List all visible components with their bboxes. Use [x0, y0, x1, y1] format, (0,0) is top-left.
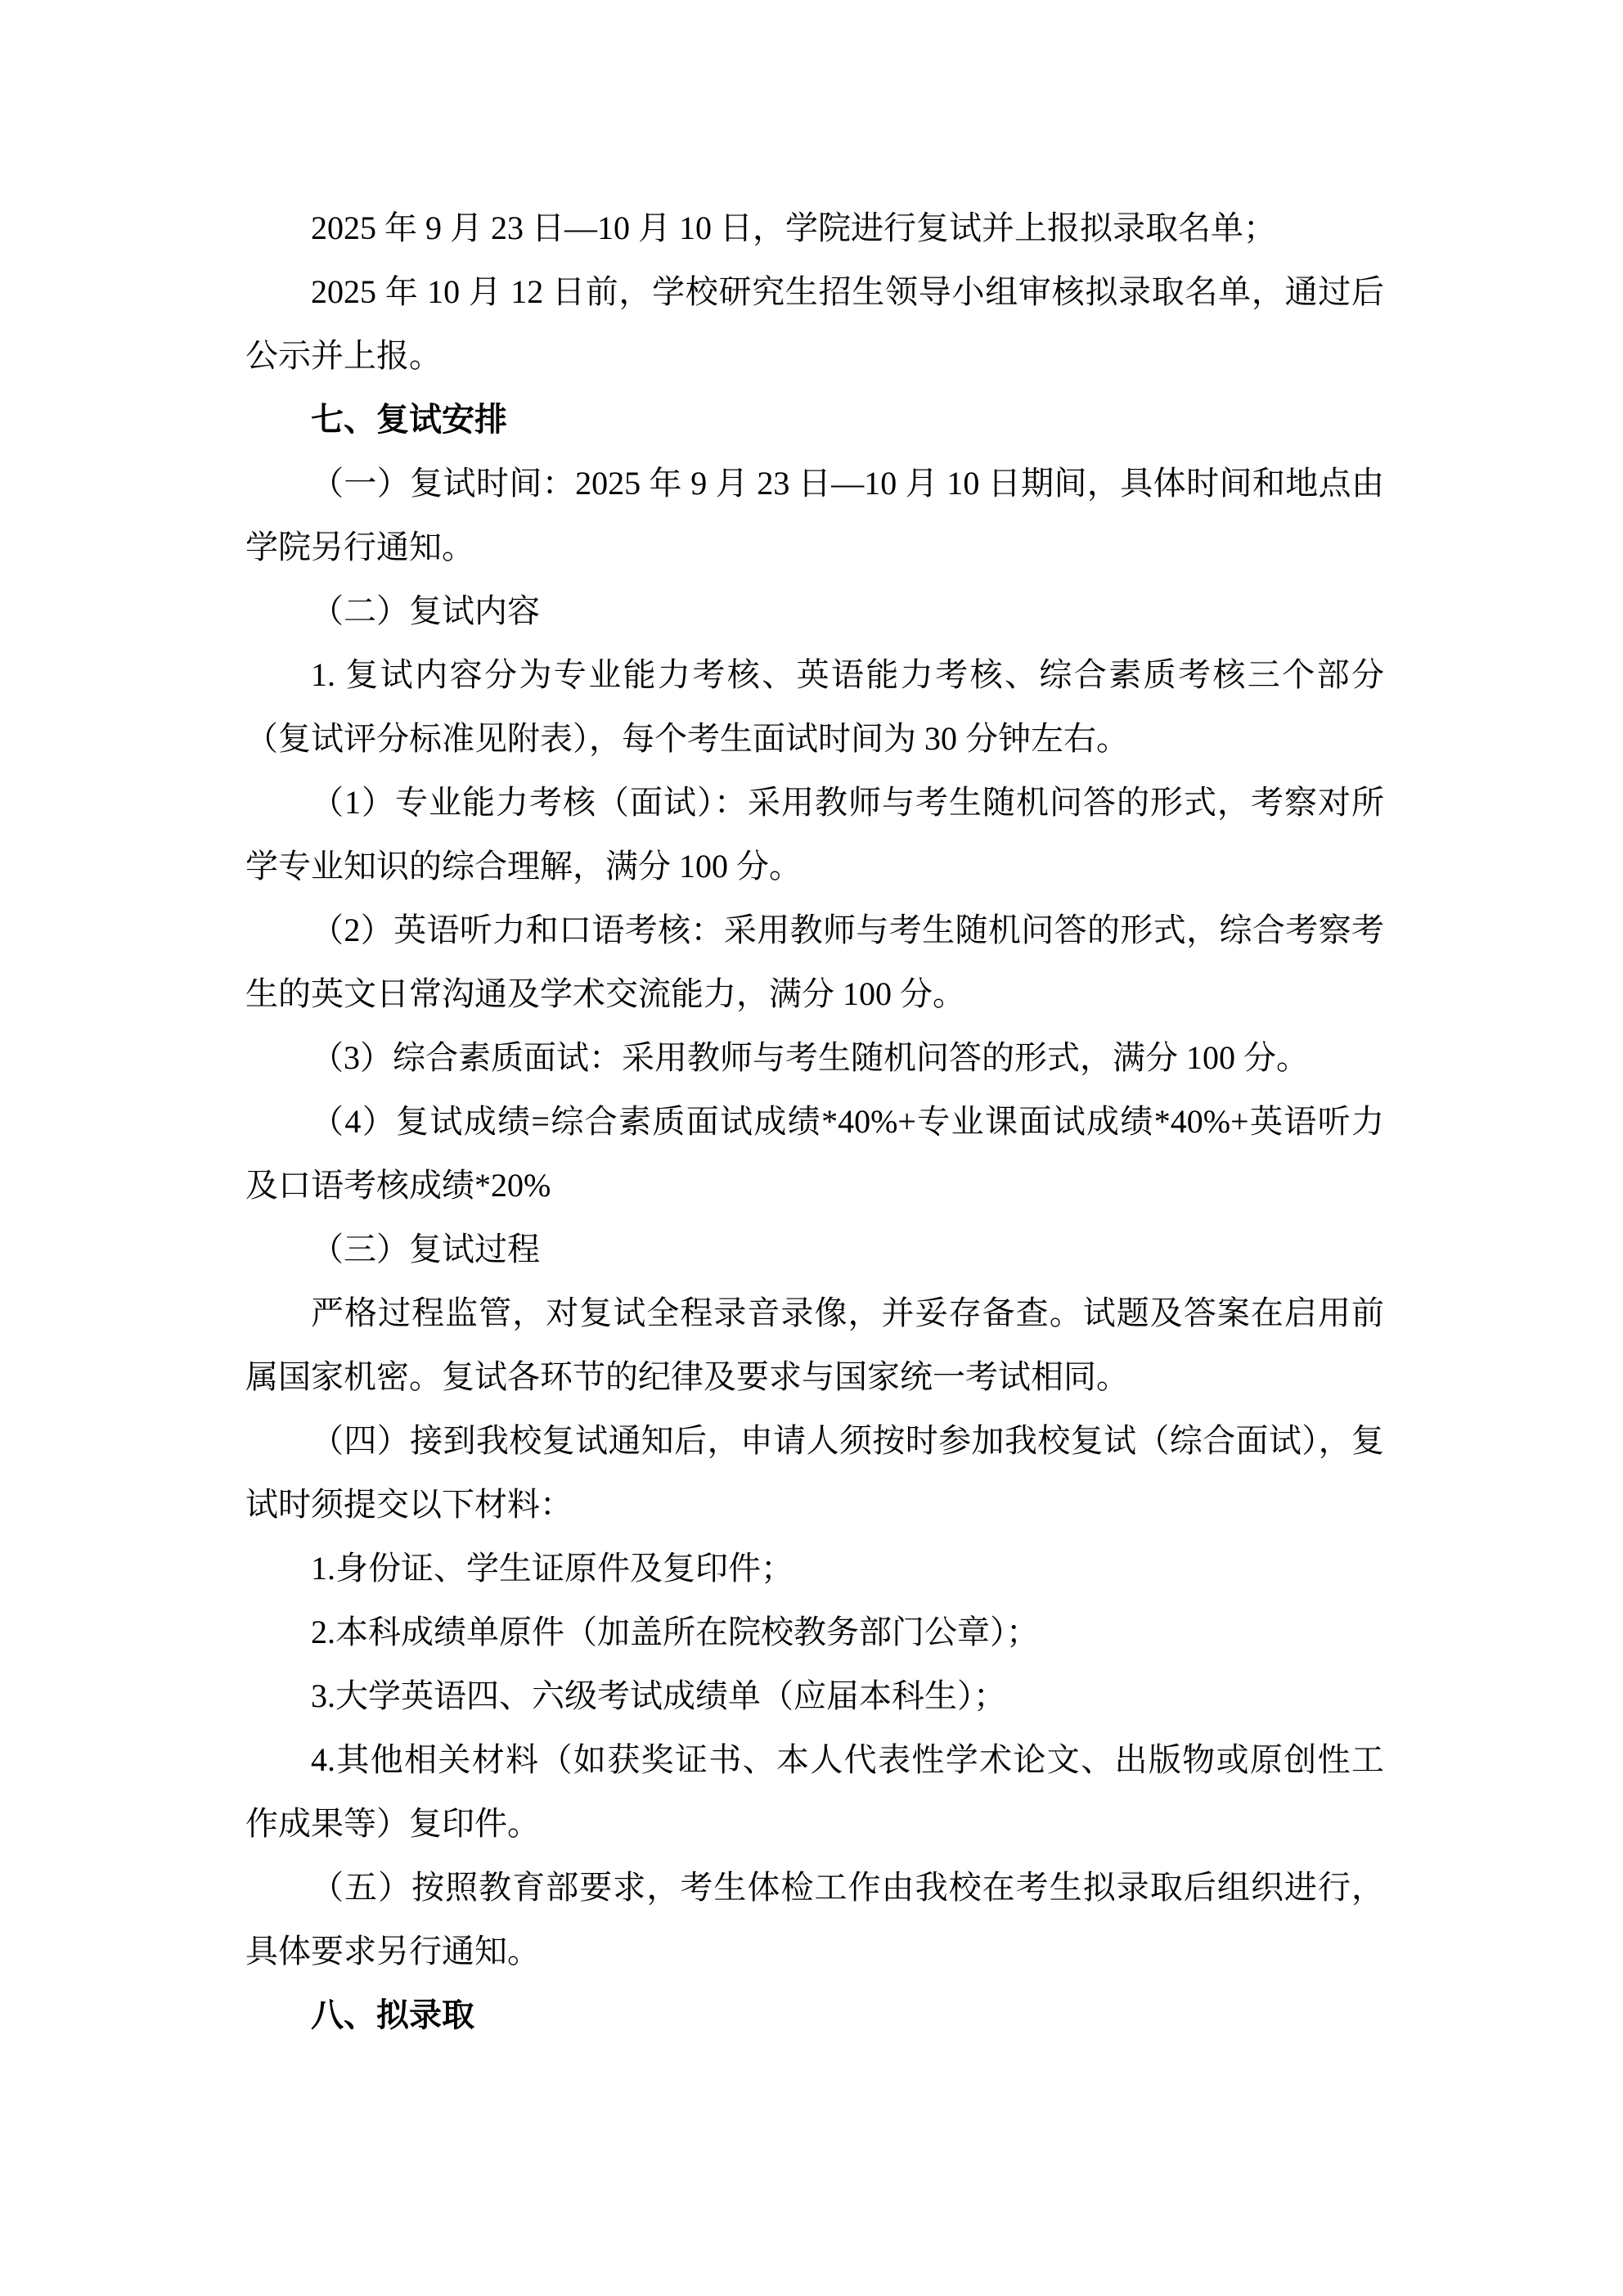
paragraph-line: 试时须提交以下材料：	[245, 1486, 573, 1523]
paragraph-line: 4.其他相关材料（如获奖证书、本人代表性学术论文、出版物或原创性工	[311, 1741, 1384, 1778]
paragraph-line: （二）复试内容	[311, 592, 540, 629]
paragraph-line: 2025 年 10 月 12 日前，学校研究生招生领导小组审核拟录取名单，通过后	[311, 273, 1384, 310]
paragraph-line: （复试评分标准见附表），每个考生面试时间为 30 分钟左右。	[245, 720, 1129, 757]
section-heading: 八、拟录取	[311, 1997, 474, 2033]
paragraph-line: 具体要求另行通知。	[245, 1933, 540, 1970]
paragraph-line: 公示并上报。	[245, 337, 442, 374]
paragraph-line: （五）按照教育部要求，考生体检工作由我校在考生拟录取后组织进行，	[311, 1869, 1384, 1906]
paragraph-line: 2025 年 9 月 23 日—10 月 10 日，学院进行复试并上报拟录取名单；	[311, 209, 1276, 246]
paragraph-line: 及口语考核成绩*20%	[245, 1167, 551, 1204]
paragraph-line: 1. 复试内容分为专业能力考核、英语能力考核、综合素质考核三个部分	[311, 656, 1384, 693]
paragraph-line: 生的英文日常沟通及学术交流能力，满分 100 分。	[245, 975, 965, 1012]
document-body	[245, 196, 1384, 2047]
paragraph-line: 1.身份证、学生证原件及复印件；	[311, 1550, 794, 1587]
paragraph-line: （一）复试时间：2025 年 9 月 23 日—10 月 10 日期间，具体时间和地点由	[311, 465, 1384, 502]
paragraph-line: （四）接到我校复试通知后，申请人须按时参加我校复试（综合面试），复	[311, 1422, 1384, 1459]
paragraph-line: 3.大学英语四、六级考试成绩单（应届本科生）；	[311, 1677, 1006, 1714]
paragraph-line: （2）英语听力和口语考核：采用教师与考生随机问答的形式，综合考察考	[311, 912, 1384, 948]
paragraph-line: 2.本科成绩单原件（加盖所在院校教务部门公章）；	[311, 1614, 1039, 1650]
paragraph-line: （3）综合素质面试：采用教师与考生随机问答的形式，满分 100 分。	[311, 1039, 1309, 1076]
paragraph-line: 学专业知识的综合理解，满分 100 分。	[245, 848, 802, 885]
section-heading: 七、复试安排	[311, 401, 507, 438]
paragraph-line: 学院另行通知。	[245, 529, 474, 565]
paragraph-line: （4）复试成绩=综合素质面试成绩*40%+专业课面试成绩*40%+英语听力	[311, 1103, 1384, 1140]
paragraph-line: 作成果等）复印件。	[245, 1805, 540, 1842]
paragraph-line: （1）专业能力考核（面试）：采用教师与考生随机问答的形式，考察对所	[311, 784, 1384, 821]
paragraph-line: 属国家机密。复试各环节的纪律及要求与国家统一考试相同。	[245, 1358, 1129, 1395]
paragraph-line: 严格过程监管，对复试全程录音录像，并妥存备查。试题及答案在启用前	[311, 1294, 1384, 1331]
paragraph-line: （三）复试过程	[311, 1231, 540, 1267]
